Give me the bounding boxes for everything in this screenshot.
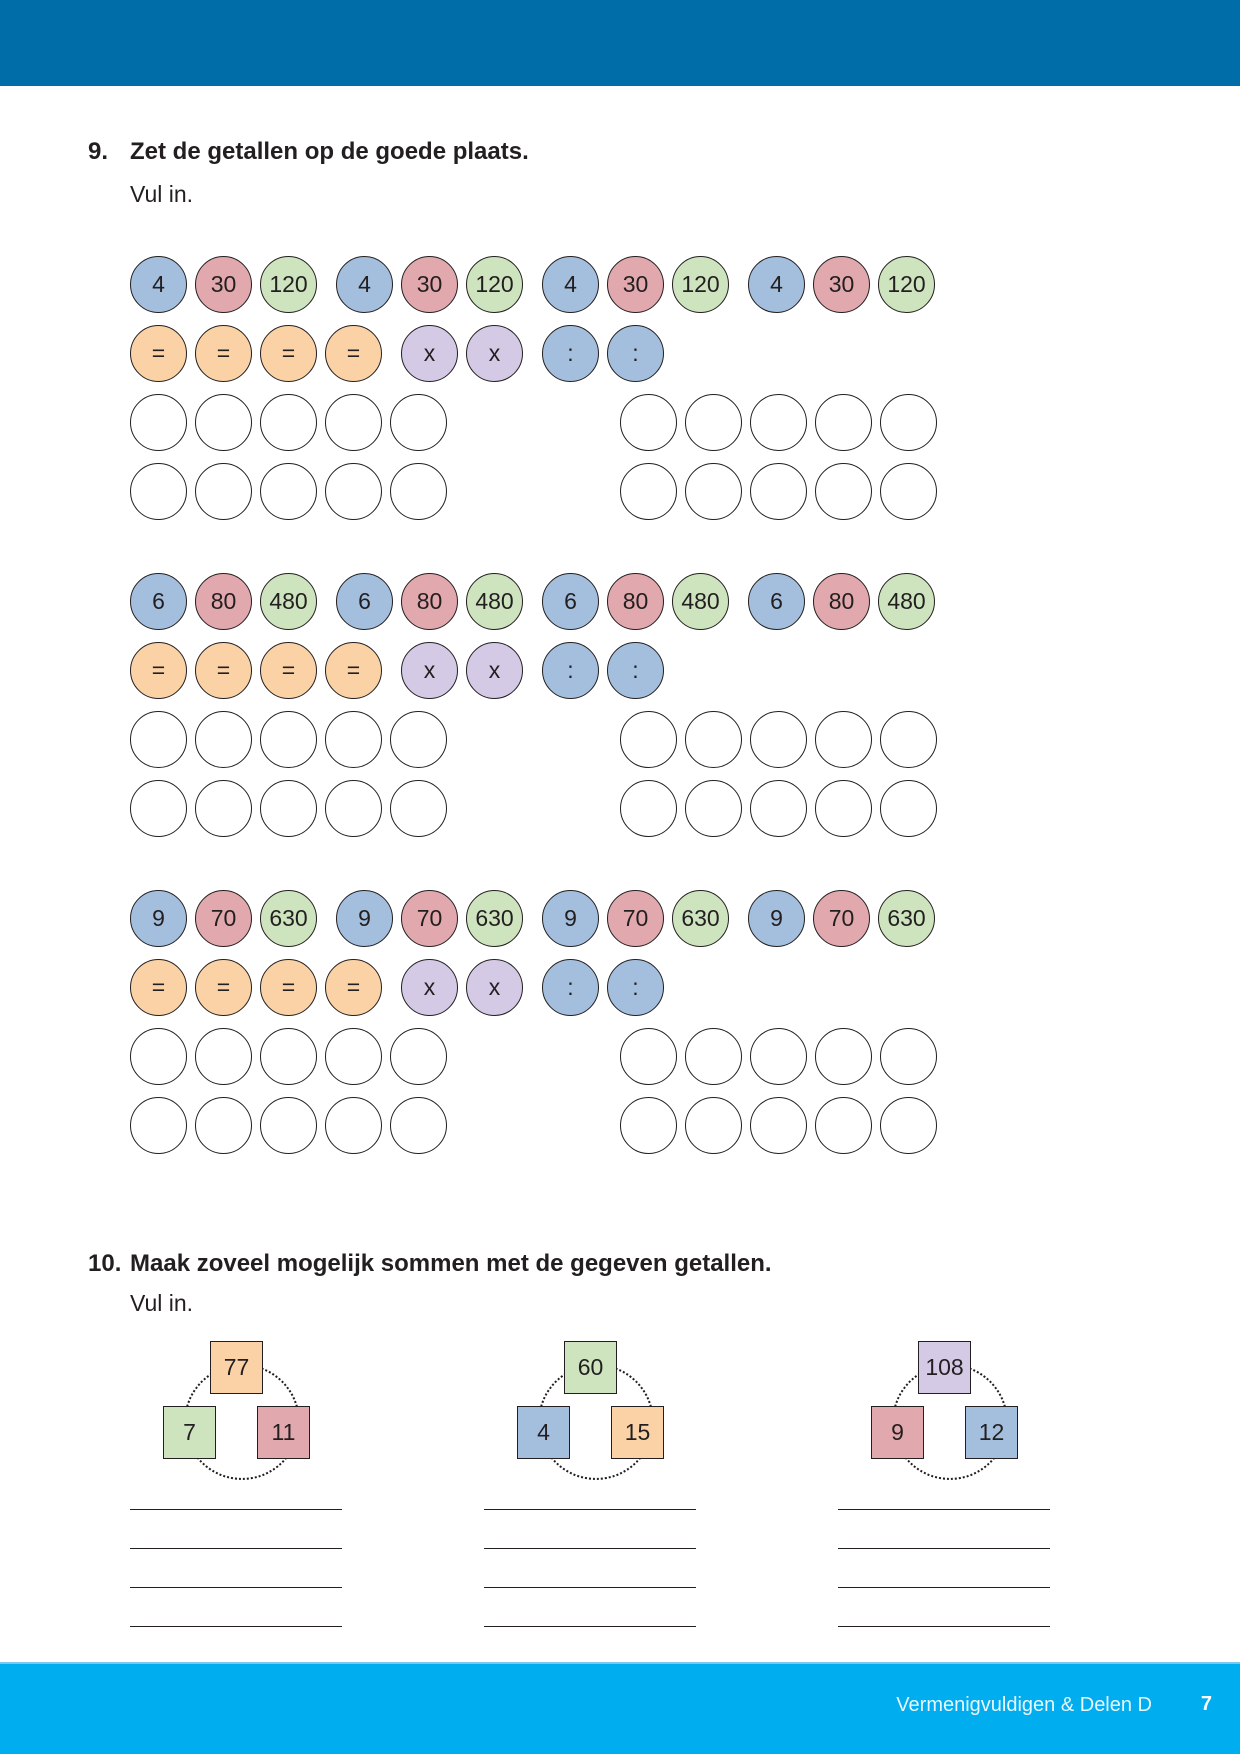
- number-circle: 480: [466, 573, 523, 630]
- answer-circle[interactable]: [260, 780, 317, 837]
- number-circle: 4: [748, 256, 805, 313]
- number-circle: 6: [130, 573, 187, 630]
- answer-circle[interactable]: [325, 780, 382, 837]
- operator-circle-equals: =: [195, 642, 252, 699]
- operator-circle-equals: =: [130, 325, 187, 382]
- number-circle: 120: [878, 256, 935, 313]
- number-circle: 480: [260, 573, 317, 630]
- number-circle: 6: [336, 573, 393, 630]
- answer-write-line[interactable]: [130, 1548, 342, 1549]
- answer-circle[interactable]: [390, 1097, 447, 1154]
- number-square-left: 9: [871, 1406, 924, 1459]
- answer-circle[interactable]: [750, 463, 807, 520]
- answer-circle[interactable]: [750, 711, 807, 768]
- number-square-left: 4: [517, 1406, 570, 1459]
- answer-circle[interactable]: [130, 780, 187, 837]
- operator-circle-times: x: [466, 325, 523, 382]
- number-circle: 9: [748, 890, 805, 947]
- answer-circle[interactable]: [195, 1028, 252, 1085]
- question-9-title: Zet de getallen op de goede plaats.: [130, 138, 529, 165]
- number-circle: 30: [813, 256, 870, 313]
- number-circle: 480: [672, 573, 729, 630]
- operator-circle-divide: :: [607, 959, 664, 1016]
- answer-circle[interactable]: [390, 394, 447, 451]
- operator-circle-times: x: [401, 959, 458, 1016]
- question-10-instruction: Vul in.: [130, 1290, 194, 1316]
- answer-circle[interactable]: [260, 1097, 317, 1154]
- number-square-left: 7: [163, 1406, 216, 1459]
- question-10-title: Maak zoveel mogelijk sommen met de gegeven getallen.: [130, 1250, 772, 1277]
- number-square-top: 77: [210, 1341, 263, 1394]
- operator-circle-divide: :: [542, 325, 599, 382]
- operator-circle-equals: =: [130, 959, 187, 1016]
- answer-write-line[interactable]: [838, 1509, 1050, 1510]
- operator-circle-equals: =: [325, 325, 382, 382]
- question-9-number: 9.: [88, 138, 109, 165]
- number-circle: 630: [466, 890, 523, 947]
- answer-circle[interactable]: [880, 711, 937, 768]
- answer-circle[interactable]: [880, 1097, 937, 1154]
- operator-circle-equals: =: [260, 959, 317, 1016]
- answer-circle[interactable]: [325, 394, 382, 451]
- number-circle: 120: [260, 256, 317, 313]
- operator-circle-equals: =: [195, 959, 252, 1016]
- number-circle: 70: [813, 890, 870, 947]
- answer-write-line[interactable]: [484, 1548, 696, 1549]
- number-circle: 30: [401, 256, 458, 313]
- answer-circle[interactable]: [390, 711, 447, 768]
- answer-circle[interactable]: [750, 394, 807, 451]
- answer-circle[interactable]: [130, 394, 187, 451]
- answer-circle[interactable]: [195, 394, 252, 451]
- answer-write-line[interactable]: [484, 1587, 696, 1588]
- answer-circle[interactable]: [750, 780, 807, 837]
- answer-write-line[interactable]: [130, 1587, 342, 1588]
- answer-circle[interactable]: [130, 463, 187, 520]
- answer-circle[interactable]: [685, 1097, 742, 1154]
- answer-circle[interactable]: [685, 780, 742, 837]
- footer-book-title: Vermenigvuldigen & Delen D: [896, 1694, 1152, 1716]
- operator-circle-divide: :: [607, 642, 664, 699]
- answer-circle[interactable]: [620, 780, 677, 837]
- answer-circle[interactable]: [620, 394, 677, 451]
- operator-circle-times: x: [401, 642, 458, 699]
- answer-write-line[interactable]: [130, 1509, 342, 1510]
- answer-circle[interactable]: [390, 780, 447, 837]
- answer-circle[interactable]: [815, 1097, 872, 1154]
- number-square-top: 108: [918, 1341, 971, 1394]
- answer-circle[interactable]: [685, 1028, 742, 1085]
- answer-circle[interactable]: [130, 711, 187, 768]
- top-header-bar: [0, 0, 1240, 86]
- answer-circle[interactable]: [325, 1028, 382, 1085]
- number-circle: 4: [130, 256, 187, 313]
- answer-circle[interactable]: [325, 1097, 382, 1154]
- answer-circle[interactable]: [815, 711, 872, 768]
- answer-circle[interactable]: [750, 1028, 807, 1085]
- operator-circle-equals: =: [325, 642, 382, 699]
- answer-circle[interactable]: [620, 711, 677, 768]
- answer-circle[interactable]: [260, 463, 317, 520]
- answer-circle[interactable]: [815, 1028, 872, 1085]
- number-circle: 6: [542, 573, 599, 630]
- operator-circle-times: x: [466, 959, 523, 1016]
- answer-circle[interactable]: [685, 463, 742, 520]
- answer-circle[interactable]: [325, 711, 382, 768]
- number-circle: 80: [813, 573, 870, 630]
- answer-circle[interactable]: [620, 463, 677, 520]
- operator-circle-equals: =: [260, 325, 317, 382]
- number-circle: 70: [607, 890, 664, 947]
- number-circle: 80: [607, 573, 664, 630]
- number-circle: 120: [672, 256, 729, 313]
- answer-circle[interactable]: [815, 463, 872, 520]
- answer-circle[interactable]: [195, 463, 252, 520]
- answer-circle[interactable]: [880, 463, 937, 520]
- answer-circle[interactable]: [685, 711, 742, 768]
- number-circle: 70: [401, 890, 458, 947]
- answer-circle[interactable]: [620, 1097, 677, 1154]
- answer-write-line[interactable]: [130, 1626, 342, 1627]
- number-circle: 30: [607, 256, 664, 313]
- number-circle: 80: [195, 573, 252, 630]
- answer-circle[interactable]: [620, 1028, 677, 1085]
- answer-circle[interactable]: [260, 1028, 317, 1085]
- operator-circle-equals: =: [195, 325, 252, 382]
- answer-circle[interactable]: [880, 1028, 937, 1085]
- answer-circle[interactable]: [260, 711, 317, 768]
- operator-circle-divide: :: [542, 642, 599, 699]
- answer-circle[interactable]: [195, 780, 252, 837]
- number-circle: 9: [542, 890, 599, 947]
- answer-write-line[interactable]: [838, 1587, 1050, 1588]
- operator-circle-times: x: [401, 325, 458, 382]
- answer-circle[interactable]: [815, 780, 872, 837]
- answer-circle[interactable]: [130, 1028, 187, 1085]
- number-square-right: 12: [965, 1406, 1018, 1459]
- answer-circle[interactable]: [815, 394, 872, 451]
- answer-circle[interactable]: [390, 1028, 447, 1085]
- page-number: 7: [1200, 1693, 1212, 1715]
- number-square-top: 60: [564, 1341, 617, 1394]
- operator-circle-divide: :: [607, 325, 664, 382]
- operator-circle-times: x: [466, 642, 523, 699]
- number-circle: 6: [748, 573, 805, 630]
- number-circle: 630: [672, 890, 729, 947]
- number-square-right: 11: [257, 1406, 310, 1459]
- answer-circle[interactable]: [130, 1097, 187, 1154]
- number-circle: 120: [466, 256, 523, 313]
- operator-circle-equals: =: [260, 642, 317, 699]
- number-circle: 630: [260, 890, 317, 947]
- number-circle: 480: [878, 573, 935, 630]
- number-circle: 9: [130, 890, 187, 947]
- answer-write-line[interactable]: [838, 1548, 1050, 1549]
- answer-circle[interactable]: [195, 711, 252, 768]
- number-circle: 30: [195, 256, 252, 313]
- number-circle: 4: [336, 256, 393, 313]
- answer-write-line[interactable]: [838, 1626, 1050, 1627]
- answer-circle[interactable]: [390, 463, 447, 520]
- answer-circle[interactable]: [325, 463, 382, 520]
- number-square-right: 15: [611, 1406, 664, 1459]
- operator-circle-divide: :: [542, 959, 599, 1016]
- answer-write-line[interactable]: [484, 1509, 696, 1510]
- answer-circle[interactable]: [750, 1097, 807, 1154]
- number-circle: 80: [401, 573, 458, 630]
- number-circle: 630: [878, 890, 935, 947]
- answer-write-line[interactable]: [484, 1626, 696, 1627]
- answer-circle[interactable]: [685, 394, 742, 451]
- question-10-number: 10.: [88, 1250, 122, 1277]
- operator-circle-equals: =: [130, 642, 187, 699]
- number-circle: 4: [542, 256, 599, 313]
- operator-circle-equals: =: [325, 959, 382, 1016]
- answer-circle[interactable]: [880, 394, 937, 451]
- number-circle: 70: [195, 890, 252, 947]
- number-circle: 9: [336, 890, 393, 947]
- answer-circle[interactable]: [195, 1097, 252, 1154]
- answer-circle[interactable]: [880, 780, 937, 837]
- answer-circle[interactable]: [260, 394, 317, 451]
- question-9-instruction: Vul in.: [130, 181, 194, 207]
